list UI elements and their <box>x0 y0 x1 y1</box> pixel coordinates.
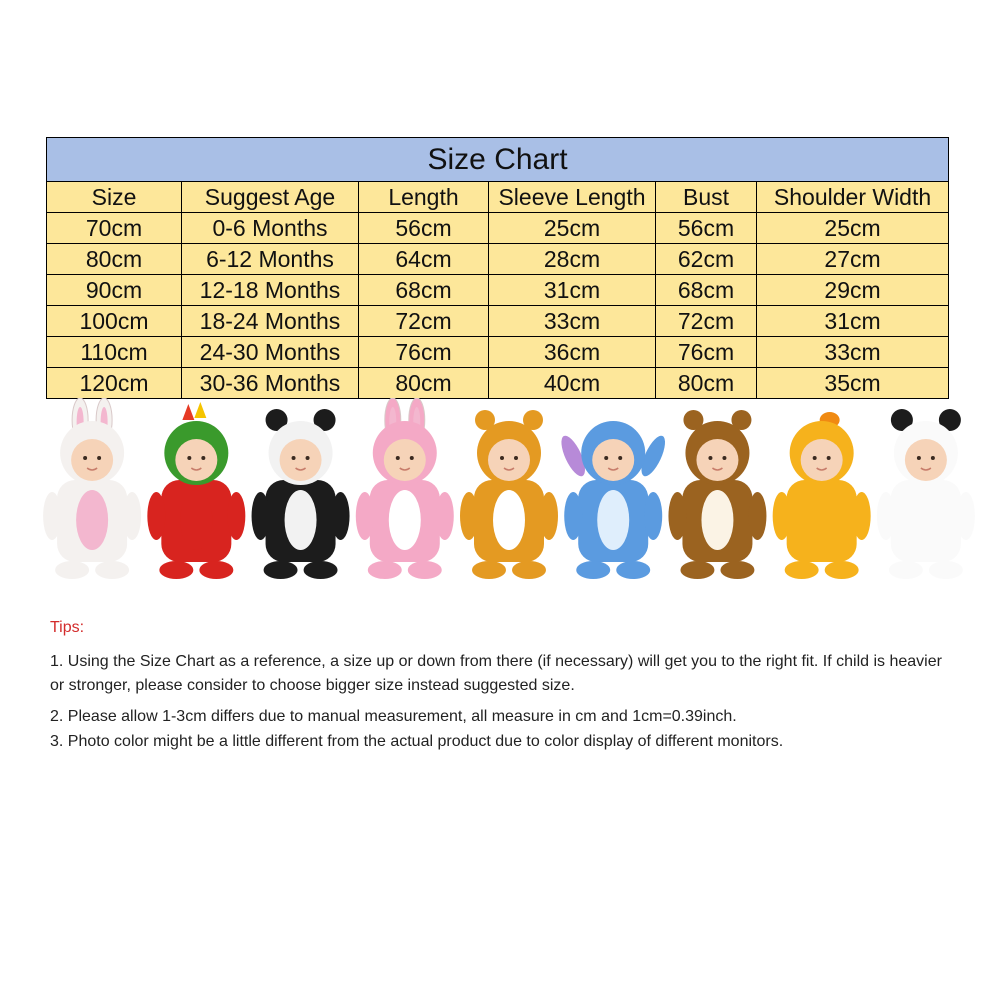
table-cell: 33cm <box>757 337 949 368</box>
tip-item: 1. Using the Size Chart as a reference, a size up or down from there (if necessary) will get you to the right fit. If child is heavier or stronger, please consider to choose bigger size instead suggested size. <box>50 653 942 694</box>
table-cell: 62cm <box>656 244 757 275</box>
leopard-costume-icon <box>668 410 766 579</box>
table-row <box>47 337 949 368</box>
table-cell: 30-36 Months <box>182 368 359 399</box>
pink-bunny-costume-icon <box>356 398 454 579</box>
table-cell: 80cm <box>656 368 757 399</box>
table-cell: 27cm <box>757 244 949 275</box>
table-cell: 80cm <box>47 244 182 275</box>
column-header: Size <box>47 182 182 213</box>
tiger-costume-icon <box>460 410 558 579</box>
costume-photo-strip <box>40 398 978 588</box>
table-cell: 64cm <box>359 244 489 275</box>
table-cell: 18-24 Months <box>182 306 359 337</box>
column-header: Suggest Age <box>182 182 359 213</box>
panda-costume-icon <box>252 409 350 579</box>
bunny-costume-icon <box>43 398 141 579</box>
dalmatian-costume-icon <box>877 409 975 579</box>
table-cell: 6-12 Months <box>182 244 359 275</box>
table-cell: 31cm <box>489 275 656 306</box>
table-cell: 80cm <box>359 368 489 399</box>
table-cell: 56cm <box>656 213 757 244</box>
size-chart-title: Size Chart <box>47 138 949 182</box>
tip-item: 2. Please allow 1-3cm differs due to manual measurement, all measure in cm and 1cm=0.39inch. <box>50 708 737 725</box>
table-cell: 0-6 Months <box>182 213 359 244</box>
table-cell: 25cm <box>489 213 656 244</box>
table-cell: 35cm <box>757 368 949 399</box>
table-row <box>47 244 949 275</box>
table-cell: 28cm <box>489 244 656 275</box>
table-cell: 90cm <box>47 275 182 306</box>
tips-title: Tips: <box>50 619 85 636</box>
table-cell: 110cm <box>47 337 182 368</box>
table-cell: 31cm <box>757 306 949 337</box>
table-header-row <box>47 182 949 213</box>
table-cell: 33cm <box>489 306 656 337</box>
table-cell: 40cm <box>489 368 656 399</box>
stitch-costume-icon <box>557 421 670 579</box>
table-cell: 72cm <box>359 306 489 337</box>
table-cell: 25cm <box>757 213 949 244</box>
table-cell: 36cm <box>489 337 656 368</box>
table-cell: 24-30 Months <box>182 337 359 368</box>
dinosaur-costume-icon <box>147 402 245 579</box>
table-cell: 29cm <box>757 275 949 306</box>
table-cell: 72cm <box>656 306 757 337</box>
table-row <box>47 368 949 399</box>
table-row <box>47 306 949 337</box>
table-row <box>47 213 949 244</box>
table-cell: 100cm <box>47 306 182 337</box>
costume-illustrations <box>40 398 978 588</box>
column-header: Bust <box>656 182 757 213</box>
table-row <box>47 275 949 306</box>
table-cell: 76cm <box>359 337 489 368</box>
tip-item: 3. Photo color might be a little different from the actual product due to color display of different monitors. <box>50 733 784 750</box>
column-header: Length <box>359 182 489 213</box>
table-cell: 70cm <box>47 213 182 244</box>
table-cell: 120cm <box>47 368 182 399</box>
table-cell: 68cm <box>359 275 489 306</box>
table-cell: 12-18 Months <box>182 275 359 306</box>
duck-costume-icon <box>773 412 871 579</box>
size-chart-table <box>46 137 949 399</box>
column-header: Sleeve Length <box>489 182 656 213</box>
table-cell: 76cm <box>656 337 757 368</box>
column-header: Shoulder Width <box>757 182 949 213</box>
table-cell: 68cm <box>656 275 757 306</box>
table-cell: 56cm <box>359 213 489 244</box>
